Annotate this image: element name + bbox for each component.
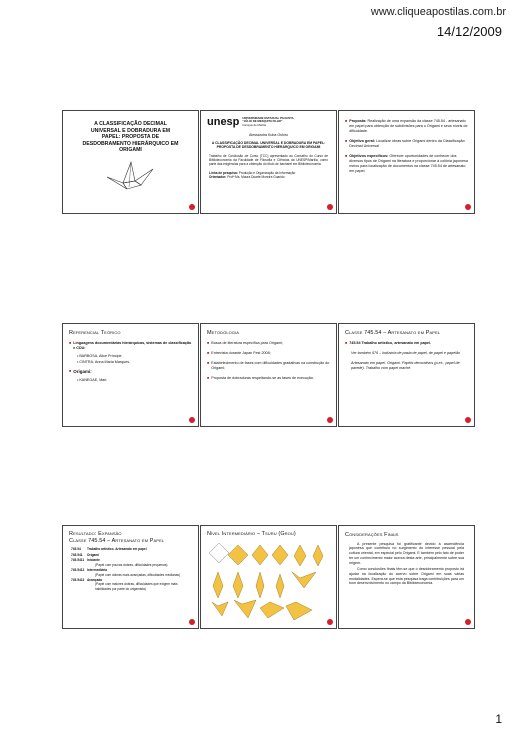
- slide-1: [62, 110, 199, 214]
- slide-bullet-icon: [189, 204, 195, 210]
- university-name: UNIVERSIDADE ESTADUAL PAULISTA: [242, 115, 294, 120]
- table-row: 745.541 Origami: [71, 552, 100, 557]
- slide-bullet-icon: [327, 417, 333, 423]
- specific-objectives-item: ■ Objetivos específicos: Oferecer oportunidades de conhecer dos diversos tipos de Origami na literatura e proporcionar à colônia japonesa meios para localização de documentos na classe 745.54 de artesanato em papel.: [345, 153, 468, 173]
- slide-bullet-icon: [465, 417, 471, 423]
- crane-folding-diagram: [208, 542, 328, 624]
- proposal-item: ■ Proposta: Realização de uma expansão da classe 745.54 - artesanato em papel para obtenção de subdivisões para o Origami e seus níveis de dificuldade.: [345, 119, 468, 133]
- slide-7-subtitle: Classe 745.54 – Artesanato em Papel: [69, 537, 165, 544]
- unesp-logo: unesp: [207, 116, 240, 128]
- class-definition: 745.54 Trabalho artístico, artesanato em papel.: [349, 340, 432, 345]
- conclusion-paragraph: A presente pesquisa foi gratificante devido à ascendência japonesa que contribuiu no surgimento do interesse pessoal pela cultura oriental, em especial pelo Origami. E também pelo fato de poder ter um conhecimento maior acerca desta arte, principalmente sobre sua origem.: [349, 541, 464, 565]
- print-date: 14/12/2009: [436, 24, 502, 39]
- class-scope-note: Artesanato em papel. Origami. Papéis decorativos (p.ex., papel de parede). Trabalho com papel maché.: [351, 360, 460, 370]
- table-row: 745.5411 Iniciante (Papel com poucas dobras, dificuldades pequenas): [71, 558, 168, 567]
- method-item: ■ Estabelecimento de fases com dificuldades gradativas na construção do Origami;: [207, 360, 330, 370]
- slide-1-title: A CLASSIFICAÇÃO DECIMAL UNIVERSAL E DOBRADURA EM PAPEL: PROPOSTA DE DESDOBRAMENTO HIERÁRQUICO EM ORIGAMI: [82, 121, 179, 153]
- slide-bullet-icon: [189, 619, 195, 625]
- university-name-2: "JÚLIO DE MESQUITA FILHO": [242, 119, 283, 124]
- reference-item: • KANEGAE, Mari.: [69, 378, 192, 383]
- origami-crane-icon: [101, 157, 161, 197]
- conclusion-paragraph: Como conclusões finais têm-se que o desdobramento proposto irá ajudar na localização do acervo sobre Origami em suas várias modalidades. Espera-se que esta pesquisa traga contribuições para um bom desenvolvimento no campo da Biblioteconomia.: [349, 566, 464, 586]
- page-number: 1: [495, 712, 502, 726]
- slide-7: [62, 525, 199, 629]
- slide-5-title: Metodologia: [207, 330, 240, 336]
- slide-bullet-icon: [465, 619, 471, 625]
- slide-bullet-icon: [189, 417, 195, 423]
- research-line-value: Produção e Organização da Informação: [238, 170, 296, 175]
- slide-8-title: Nível Intermediário – Tsuru (Grou): [207, 531, 296, 537]
- advisor-value: Profª Ms. Maura Duarte Moreira Guarido: [227, 175, 285, 180]
- slide-3: [338, 110, 475, 214]
- slide-9-title: Considerações Finais: [345, 532, 399, 538]
- tcc-description: Trabalho de Conclusão de Curso (TCC) apresentado ao Conselho do Curso de Biblioteconomia da Faculdade de Filosofia e Ciências da UNESP/Marília, como parte das exigências para a obtenção do título de bacharel em Biblioteconomia.: [209, 153, 328, 166]
- reference-item: • CINTRA, Anna Maria Marques.: [69, 360, 192, 365]
- reference-item: • BARBOSA, Alice Príncipe.: [69, 354, 192, 359]
- slide-5: [200, 323, 337, 427]
- slide-bullet-icon: [465, 204, 471, 210]
- slide-2-title: A CLASSIFICAÇÃO DECIMAL UNIVERSAL E DOBRADURA EM PAPEL: PROPOSTA DE DESDOBRAMENTO HIERÁRQUICO EM ORIGAMI: [211, 141, 326, 150]
- slide-8: [200, 525, 337, 629]
- slide-4: Referencial Teórico ■ Linguagens documentárias hierárquicas, sistemas de classificação e CDU: • BARBOSA, Alice Príncipe. • CINTRA, Anna Maria Marques. ■ Origami: • KANEGAE, Mari.: [62, 323, 199, 427]
- slide-9: [338, 525, 475, 629]
- theory-item-2: Origami:: [73, 368, 92, 374]
- table-row: 745.5413 Avançada (Papel com maiores dobras, dificuldades que exigem mais habilidades por parte do origamista): [71, 578, 178, 591]
- method-item: ■ Proposta de dobraduras respeitando-se as fases de execução.: [207, 375, 314, 380]
- method-item: ■ Busca de literatura específica para Origami;: [207, 340, 283, 345]
- see-also-note: Ver também 676 – Indústria de pasta de papel, de papel e papelão: [351, 350, 461, 355]
- method-item: ■ Entrevista durante Japan Fest 2008;: [207, 350, 271, 355]
- slide-6-title: Classe 745.54 – Artesanato em Papel: [345, 330, 441, 336]
- slide-2: [200, 110, 337, 214]
- slide-bullet-icon: [327, 619, 333, 625]
- author-name: Alessandra Kuba Oshiro: [249, 133, 288, 137]
- site-url[interactable]: www.cliqueapostilas.com.br: [370, 6, 506, 18]
- slide-4-title: Referencial Teórico: [69, 330, 121, 336]
- table-row: 745.54 Trabalho artístico. Artesanato em papel: [71, 547, 147, 552]
- theory-item-1: Linguagens documentárias hierárquicas, sistemas de classificação e CDU:: [73, 340, 192, 350]
- research-line-label: Linha de pesquisa:: [209, 170, 238, 175]
- slide-6: Classe 745.54 – Artesanato em Papel ■ 745.54 Trabalho artístico, artesanato em papel. Ver também 676 – Indústria de pasta de papel, de papel e papelão Artesanato em papel. Origami. Papéis decorativos (p.ex., papel de parede). Trabalho com papel maché.: [338, 323, 475, 427]
- slide-7-title: Resultado: Expansão: [69, 531, 122, 537]
- table-row: 745.5412 Intermediária (Papel com dobras mais avançadas, dificuldades medianas): [71, 568, 181, 577]
- general-objective-item: ■ Objetivo geral: Localizar obras sobre Origami dentro da Classificação Decimal Universal: [345, 138, 465, 148]
- advisor-label: Orientador:: [209, 175, 227, 180]
- slide-bullet-icon: [327, 204, 333, 210]
- campus-name: Campus de Marília: [242, 122, 266, 127]
